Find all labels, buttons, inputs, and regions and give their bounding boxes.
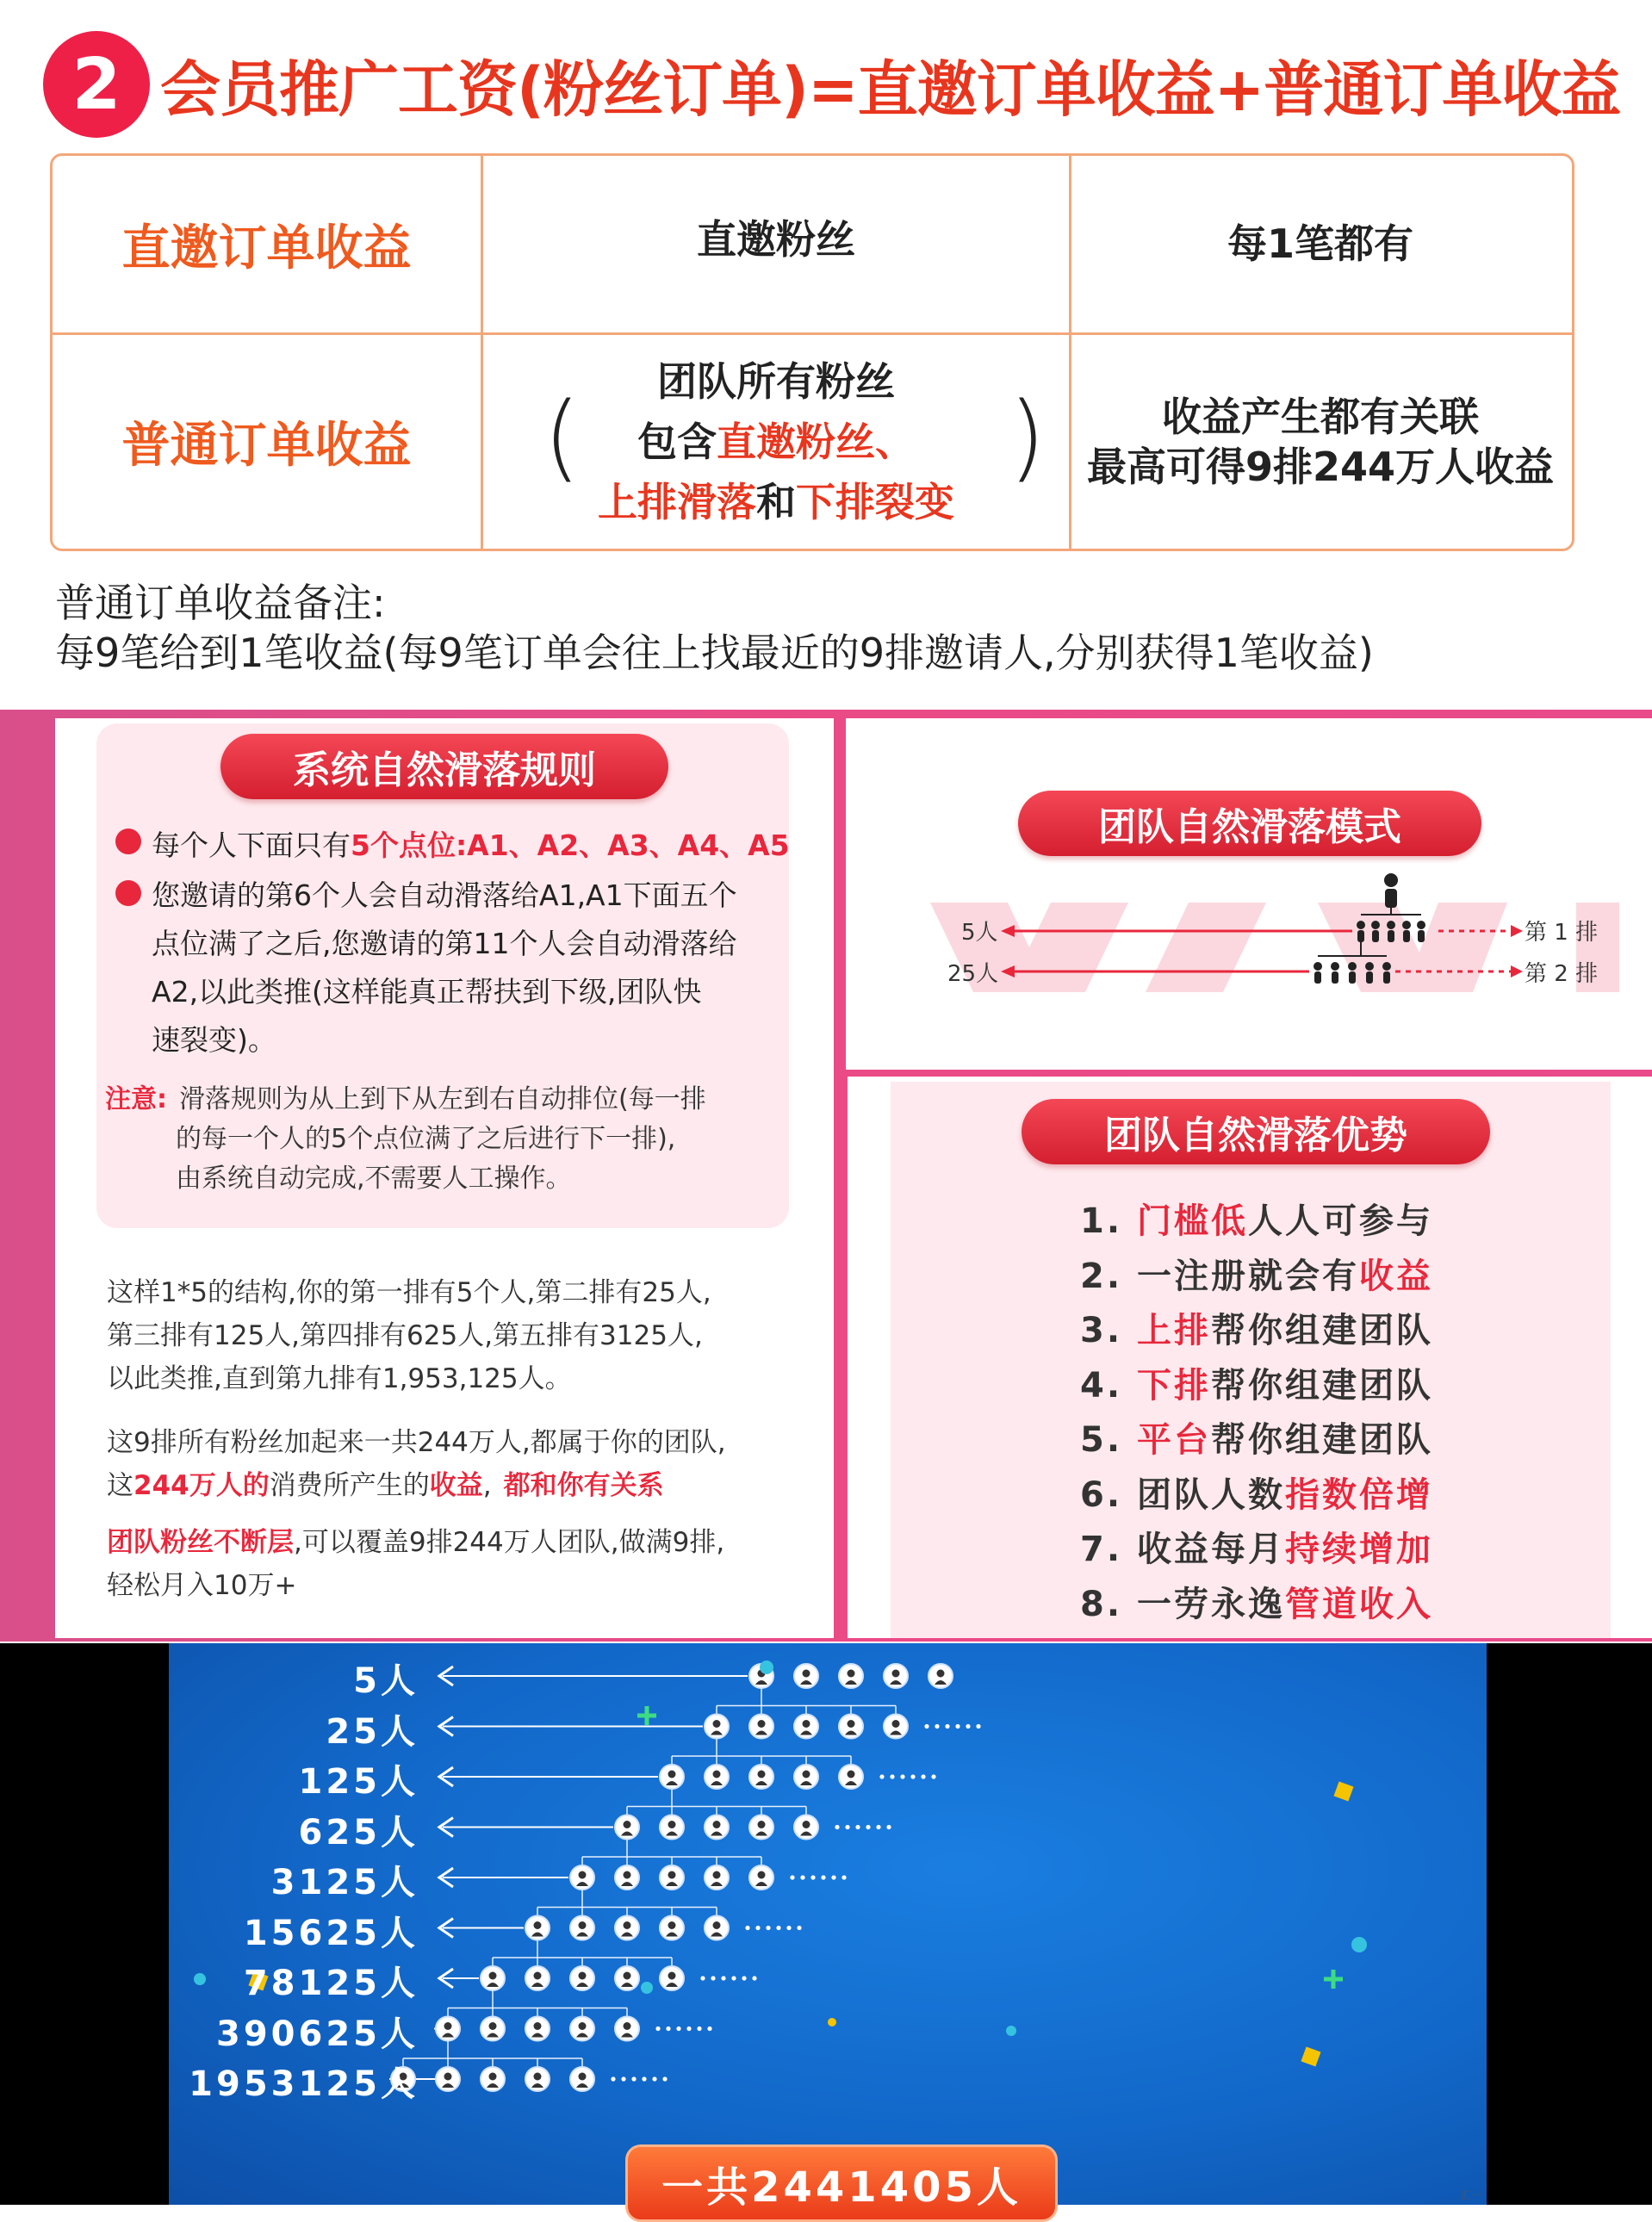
decor-shape xyxy=(1146,903,1266,992)
person-avatar-icon xyxy=(839,1664,863,1688)
person-avatar-icon xyxy=(749,1815,773,1840)
rules-note xyxy=(105,1080,167,1120)
ellipsis-dot xyxy=(752,1976,756,1980)
ellipsis-dot xyxy=(755,1926,760,1930)
note-title: 普通订单收益备注: xyxy=(55,580,386,626)
person-avatar-icon xyxy=(615,1865,639,1890)
table-cell xyxy=(53,335,481,549)
income-table xyxy=(50,153,1574,551)
ellipsis-dot xyxy=(890,1774,894,1778)
person-avatar-icon xyxy=(660,1966,684,1990)
ellipsis-dot xyxy=(935,1724,939,1729)
ellipsis-dot xyxy=(686,2026,691,2031)
tree-row-label: 5人 xyxy=(353,1661,419,1701)
person-avatar-icon xyxy=(615,2017,639,2041)
tree-connector xyxy=(717,1688,896,1715)
table-cell xyxy=(53,156,481,332)
note-text: 每9笔给到1笔收益(每9笔订单会往上找最近的9排邀请人,分别获得1笔收益) xyxy=(55,630,1374,676)
paren-close: ) xyxy=(1009,382,1046,492)
ellipsis-dot xyxy=(790,1875,794,1879)
decor-dot xyxy=(1351,1937,1367,1952)
explain-paragraph-2: 这9排所有粉丝加起来一共244万人,都属于你的团队, 这244万人的消费所产生的收益, 都和你有关系 xyxy=(107,1427,726,1501)
person-avatar-icon xyxy=(570,1966,594,1990)
ellipsis-dot xyxy=(797,1926,801,1930)
row2-label: 普通订单收益 xyxy=(121,418,412,474)
person-avatar-icon xyxy=(436,2067,460,2091)
decor-dot xyxy=(1006,2026,1016,2036)
row2-col3-line1: 收益产生都有关联 xyxy=(1162,394,1479,440)
person-avatar-icon xyxy=(749,1715,773,1739)
person-avatar-icon xyxy=(525,1966,550,1990)
person-avatar-icon xyxy=(705,1815,729,1840)
ellipsis-dot xyxy=(835,1825,839,1829)
ellipsis-dot xyxy=(745,1926,749,1930)
person-avatar-icon xyxy=(660,1815,684,1840)
tree-connector xyxy=(403,2041,582,2068)
advantage-item: 7. 收益每月持续增加 xyxy=(1080,1530,1433,1569)
person-avatar-icon xyxy=(884,1715,908,1739)
total-badge: 一共2441405人 xyxy=(625,2144,1058,2222)
person-avatar-icon xyxy=(928,1664,953,1688)
ellipsis-dot xyxy=(966,1724,970,1729)
tree-row-label: 78125人 xyxy=(243,1964,419,2003)
ellipsis-dot xyxy=(707,2026,711,2031)
person-avatar-icon xyxy=(794,1765,818,1789)
person-avatar-icon xyxy=(794,1664,818,1688)
tree-connector xyxy=(537,1890,717,1916)
ellipsis-dot xyxy=(742,1976,746,1980)
ellipsis-dot xyxy=(697,2026,701,2031)
person-avatar-icon xyxy=(615,1966,639,1990)
table-cell xyxy=(1071,156,1569,332)
ellipsis-dot xyxy=(831,1875,835,1879)
advantage-item: 2. 一注册就会有收益 xyxy=(1080,1256,1433,1296)
arrow-head xyxy=(1511,965,1523,978)
person-avatar-icon xyxy=(884,1664,908,1688)
mode-right-1: 第 1 排 xyxy=(1525,920,1599,946)
decor-dot xyxy=(641,1982,653,1994)
advantage-item: 1. 门槛低人人可参与 xyxy=(1080,1201,1433,1241)
ellipsis-dot xyxy=(876,1825,880,1829)
ellipsis-dot xyxy=(611,2076,615,2081)
ellipsis-dot xyxy=(924,1724,928,1729)
advantage-item: 6. 团队人数指数倍增 xyxy=(1080,1474,1433,1515)
person-avatar-icon xyxy=(749,1765,773,1789)
ellipsis-dot xyxy=(886,1825,891,1829)
explain-paragraph-3: 团队粉丝不断层,可以覆盖9排244万人团队,做满9排, 轻松月入10万+ xyxy=(107,1527,725,1601)
person-avatar-icon xyxy=(525,1916,550,1940)
row1-col3: 每1笔都有 xyxy=(1227,220,1413,267)
decor-square xyxy=(1333,1781,1353,1801)
person-avatar-icon xyxy=(615,1815,639,1840)
table-cell xyxy=(483,156,1069,324)
tree-row-label: 1953125人 xyxy=(189,2064,419,2104)
ellipsis-dot xyxy=(931,1774,935,1778)
step-number-badge xyxy=(43,31,150,138)
mode-left-2: 25人 xyxy=(947,961,999,987)
ellipsis-dot xyxy=(666,2026,670,2031)
person-avatar-icon xyxy=(749,1865,773,1890)
tree-connector xyxy=(672,1739,851,1766)
rules-note-text: 滑落规则为从上到下从左到右自动排位(每一排 的每一个人的5个点位满了之后进行下一排), 由系统自动完成,不需要人工操作。 xyxy=(176,1084,706,1194)
note-label: 注意: xyxy=(105,1084,167,1114)
row2-col2-line1: 团队所有粉丝 xyxy=(657,358,895,405)
person-avatar-icon xyxy=(481,2017,505,2041)
person-avatar-icon xyxy=(481,2067,505,2091)
advantage-item: 3. 上排帮你组建团队 xyxy=(1080,1311,1433,1350)
ellipsis-dot xyxy=(800,1875,804,1879)
tree-row-label: 15625人 xyxy=(243,1913,419,1953)
ellipsis-dot xyxy=(655,2026,660,2031)
explain-paragraph-1: 这样1*5的结构,你的第一排有5个人,第二排有25人, 第三排有125人,第四排有625人,第五排有3125人, 以此类推,直到第九排有1,953,125人。 xyxy=(107,1277,711,1394)
ellipsis-dot xyxy=(910,1774,915,1778)
advantage-item: 8. 一劳永逸管道收入 xyxy=(1080,1584,1433,1624)
page-title: 会员推广工资(粉丝订单)=直邀订单收益+普通订单收益 xyxy=(160,54,1621,125)
person-avatar-icon xyxy=(570,2067,594,2091)
ellipsis-dot xyxy=(776,1926,780,1930)
person-avatar-icon xyxy=(794,1715,818,1739)
person-avatar-icon xyxy=(570,1865,594,1890)
mode-right-2: 第 2 排 xyxy=(1525,961,1599,987)
person-avatar-icon xyxy=(839,1715,863,1739)
ellipsis-dot xyxy=(810,1875,815,1879)
step-number: 2 xyxy=(71,43,121,126)
rules-title: 系统自然滑落规则 xyxy=(220,734,668,799)
person-avatar-icon xyxy=(570,2017,594,2041)
ellipsis-dot xyxy=(621,2076,625,2081)
ellipsis-dot xyxy=(821,1875,825,1879)
ellipsis-dot xyxy=(855,1825,860,1829)
tree-row-label: 3125人 xyxy=(270,1863,419,1902)
ellipsis-dot xyxy=(921,1774,925,1778)
bullet-icon xyxy=(115,829,141,854)
ellipsis-dot xyxy=(842,1875,846,1879)
ellipsis-dot xyxy=(866,1825,870,1829)
row2-col2-line3: 上排滑落和下排裂变 xyxy=(598,479,954,525)
decor-shape xyxy=(1404,903,1507,992)
person-avatar-icon xyxy=(705,1765,729,1789)
ellipsis-dot xyxy=(955,1724,960,1729)
arrow-head xyxy=(1511,925,1523,937)
plus-icon xyxy=(1324,1970,1343,1989)
tree-row-label: 25人 xyxy=(326,1711,419,1752)
mode-left-1: 5人 xyxy=(961,920,998,946)
ellipsis-dot xyxy=(945,1724,949,1729)
person-avatar-icon xyxy=(481,1966,505,1990)
advantages-title: 团队自然滑落优势 xyxy=(1022,1099,1490,1164)
advantage-item: 4. 下排帮你组建团队 xyxy=(1080,1365,1433,1406)
ellipsis-dot xyxy=(642,2076,646,2081)
person-avatar-icon xyxy=(436,2017,460,2041)
person-avatar-icon xyxy=(794,1815,818,1840)
tree-connector xyxy=(582,1840,761,1866)
tree-row-label: 125人 xyxy=(298,1762,419,1802)
table-cell xyxy=(1071,335,1569,549)
tree-connector xyxy=(448,1990,627,2017)
tree-connector xyxy=(493,1940,672,1967)
row2-col3-line2: 最高可得9排244万人收益 xyxy=(1086,444,1555,490)
ellipsis-dot xyxy=(786,1926,791,1930)
ellipsis-dot xyxy=(721,1976,725,1980)
ellipsis-dot xyxy=(662,2076,667,2081)
ellipsis-dot xyxy=(652,2076,656,2081)
plus-icon xyxy=(637,1706,656,1725)
decor-square xyxy=(1301,2046,1320,2066)
tree-row-label: 625人 xyxy=(298,1812,419,1853)
rule-item-1: 每个人下面只有5个点位:A1、A2、A3、A4、A5 xyxy=(152,829,790,862)
tree-connector xyxy=(627,1789,806,1815)
corner-text: 汇一 xyxy=(1461,2189,1482,2201)
person-avatar-icon xyxy=(525,2067,550,2091)
tree-panel xyxy=(169,1643,1487,2205)
person-avatar-icon xyxy=(705,1916,729,1940)
person-icon xyxy=(1384,873,1398,887)
ellipsis-dot xyxy=(845,1825,849,1829)
mode-title: 团队自然滑落模式 xyxy=(1018,791,1481,856)
bullet-icon xyxy=(115,880,141,906)
ellipsis-dot xyxy=(900,1774,904,1778)
row1-label: 直邀订单收益 xyxy=(121,220,412,276)
row2-col2-line2: 包含直邀粉丝、 xyxy=(637,419,915,465)
ellipsis-dot xyxy=(879,1774,884,1778)
ellipsis-dot xyxy=(731,1976,736,1980)
tree-row-label: 390625人 xyxy=(216,2014,419,2054)
person-avatar-icon xyxy=(660,1765,684,1789)
ellipsis-dot xyxy=(631,2076,636,2081)
ellipsis-dot xyxy=(700,1976,705,1980)
decor-dot xyxy=(828,2018,836,2026)
paren-open: ( xyxy=(543,382,581,492)
person-icon xyxy=(1385,889,1397,908)
person-avatar-icon xyxy=(660,1916,684,1940)
ellipsis-dot xyxy=(711,1976,715,1980)
advantage-item: 5. 平台帮你组建团队 xyxy=(1080,1420,1433,1460)
rule-item-2: 您邀请的第6个人会自动滑落给A1,A1下面五个 点位满了之后,您邀请的第11个人会自动滑落给 A2,以此类推(这样能真正帮扶到下级,团队快 速裂变)。 xyxy=(152,878,737,1057)
person-avatar-icon xyxy=(570,1916,594,1940)
person-avatar-icon xyxy=(660,1865,684,1890)
person-avatar-icon xyxy=(525,2017,550,2041)
person-avatar-icon xyxy=(705,1865,729,1890)
person-avatar-icon xyxy=(615,1916,639,1940)
ellipsis-dot xyxy=(976,1724,980,1729)
ellipsis-dot xyxy=(766,1926,770,1930)
person-avatar-icon xyxy=(705,1715,729,1739)
decor-dot xyxy=(760,1660,773,1674)
ellipsis-dot xyxy=(676,2026,680,2031)
row1-col2: 直邀粉丝 xyxy=(697,215,855,263)
person-avatar-icon xyxy=(839,1765,863,1789)
